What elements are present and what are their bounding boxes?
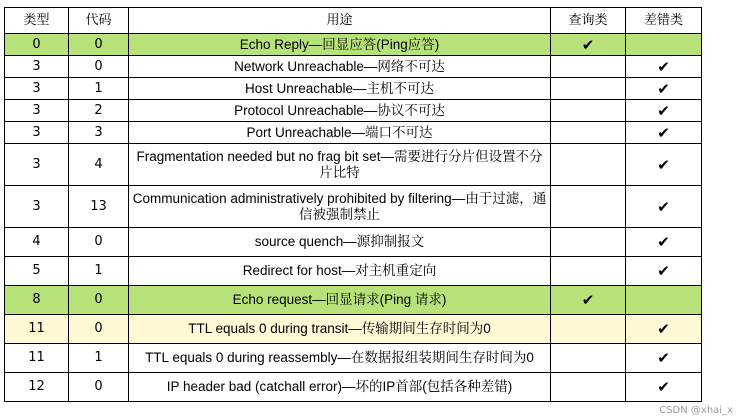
table-row [5, 100, 702, 122]
query-check-cell [551, 257, 626, 286]
code-cell: 0 [69, 34, 129, 56]
error-check-cell: ✔ [626, 100, 702, 122]
table-row [5, 144, 702, 186]
code-cell: 3 [69, 122, 129, 144]
error-check-cell: ✔ [626, 228, 702, 257]
use-cell: Echo request—回显请求(Ping 请求) [129, 286, 551, 315]
use-cell: Protocol Unreachable—协议不可达 [129, 100, 551, 122]
use-cell: IP header bad (catchall error)—坏的IP首部(包括各种差错) [129, 373, 551, 402]
table-row [5, 315, 702, 344]
use-cell: Redirect for host—对主机重定向 [129, 257, 551, 286]
table-row [5, 228, 702, 257]
query-check-cell [551, 144, 626, 186]
type-cell: 3 [5, 56, 69, 78]
error-check-cell [626, 286, 702, 315]
error-check-cell: ✔ [626, 257, 702, 286]
use-cell: source quench—源抑制报文 [129, 228, 551, 257]
header-use: 用途 [129, 8, 551, 34]
query-check-cell [551, 78, 626, 100]
type-cell: 8 [5, 286, 69, 315]
table-row [5, 344, 702, 373]
query-check-cell [551, 100, 626, 122]
code-cell: 4 [69, 144, 129, 186]
error-check-cell: ✔ [626, 144, 702, 186]
type-cell: 3 [5, 100, 69, 122]
use-cell: Communication administratively prohibited by filtering—由于过滤，通信被强制禁止 [129, 186, 551, 228]
use-cell: TTL equals 0 during reassembly—在数据报组装期间生存时间为0 [129, 344, 551, 373]
error-check-cell: ✔ [626, 122, 702, 144]
table-row [5, 373, 702, 402]
query-check-cell [551, 186, 626, 228]
code-cell: 0 [69, 56, 129, 78]
error-check-cell [626, 34, 702, 56]
use-cell: Port Unreachable—端口不可达 [129, 122, 551, 144]
code-cell: 0 [69, 228, 129, 257]
code-cell: 13 [69, 186, 129, 228]
table-row [5, 56, 702, 78]
type-cell: 11 [5, 315, 69, 344]
type-cell: 12 [5, 373, 69, 402]
use-cell: Network Unreachable—网络不可达 [129, 56, 551, 78]
type-cell: 3 [5, 144, 69, 186]
error-check-cell: ✔ [626, 78, 702, 100]
watermark: CSDN @xhai_x [659, 405, 733, 416]
error-check-cell: ✔ [626, 344, 702, 373]
query-check-cell [551, 56, 626, 78]
query-check-cell [551, 373, 626, 402]
error-check-cell: ✔ [626, 56, 702, 78]
code-cell: 0 [69, 373, 129, 402]
header-code: 代码 [69, 8, 129, 34]
header-query: 查询类 [551, 8, 626, 34]
use-cell: TTL equals 0 during transit—传输期间生存时间为0 [129, 315, 551, 344]
code-cell: 2 [69, 100, 129, 122]
error-check-cell: ✔ [626, 373, 702, 402]
type-cell: 11 [5, 344, 69, 373]
query-check-cell [551, 228, 626, 257]
query-check-cell [551, 344, 626, 373]
table-row [5, 257, 702, 286]
type-cell: 3 [5, 122, 69, 144]
header-type: 类型 [5, 8, 69, 34]
error-check-cell: ✔ [626, 315, 702, 344]
query-check-cell: ✔ [551, 34, 626, 56]
table-row [5, 78, 702, 100]
table-row [5, 286, 702, 315]
use-cell: Echo Reply—回显应答(Ping应答) [129, 34, 551, 56]
type-cell: 3 [5, 186, 69, 228]
query-check-cell: ✔ [551, 286, 626, 315]
query-check-cell [551, 315, 626, 344]
code-cell: 1 [69, 78, 129, 100]
use-cell: Host Unreachable—主机不可达 [129, 78, 551, 100]
code-cell: 1 [69, 257, 129, 286]
code-cell: 1 [69, 344, 129, 373]
type-cell: 4 [5, 228, 69, 257]
icmp-type-table [4, 7, 702, 402]
error-check-cell: ✔ [626, 186, 702, 228]
type-cell: 3 [5, 78, 69, 100]
table-row [5, 34, 702, 56]
header-row [5, 8, 702, 34]
table-row [5, 186, 702, 228]
type-cell: 0 [5, 34, 69, 56]
code-cell: 0 [69, 315, 129, 344]
code-cell: 0 [69, 286, 129, 315]
use-cell: Fragmentation needed but no frag bit set—需要进行分片但设置不分片比特 [129, 144, 551, 186]
header-error: 差错类 [626, 8, 702, 34]
type-cell: 5 [5, 257, 69, 286]
query-check-cell [551, 122, 626, 144]
table-row [5, 122, 702, 144]
